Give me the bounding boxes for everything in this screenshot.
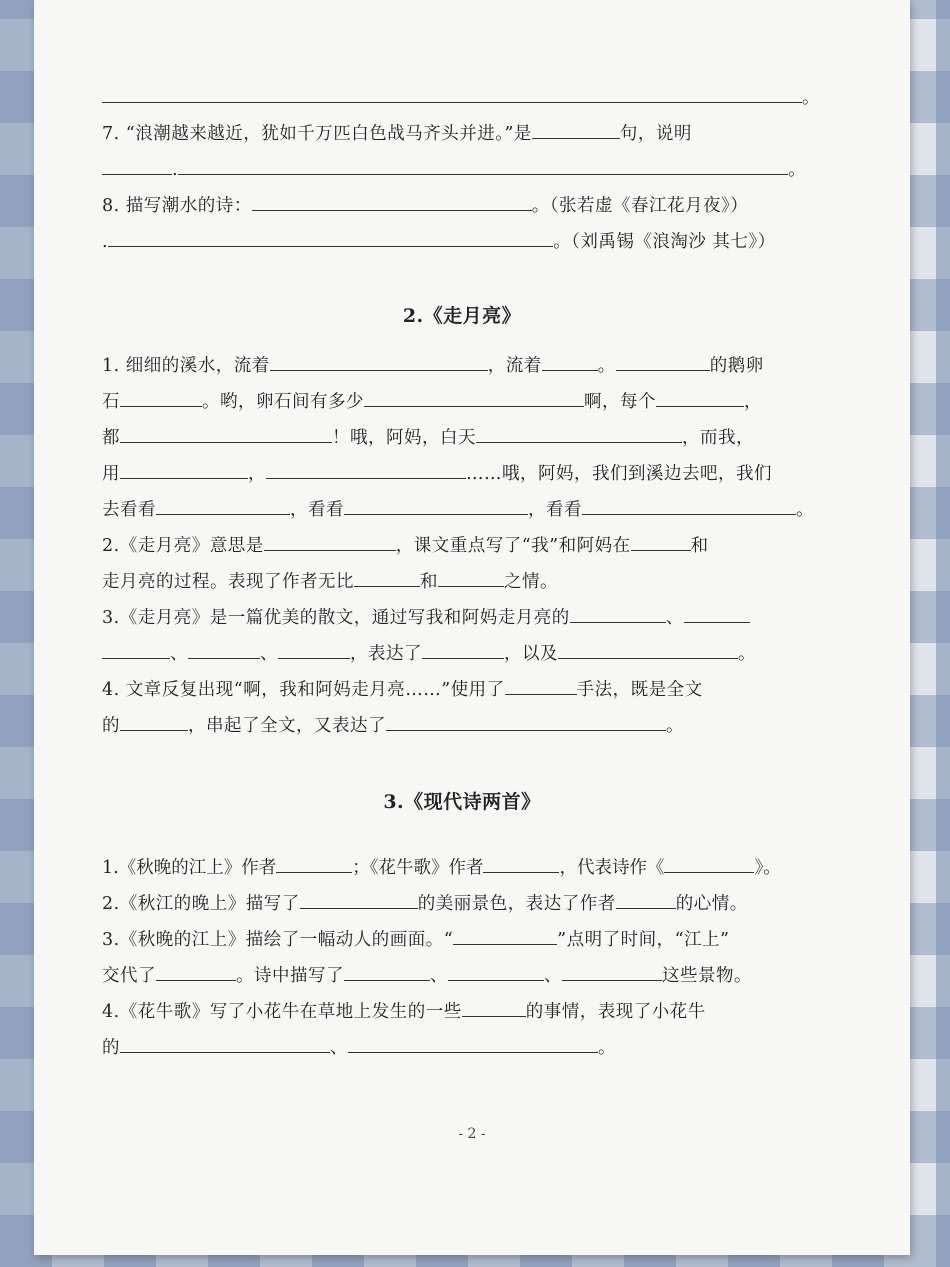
question-text: 之情。 bbox=[504, 572, 558, 592]
fill-blank[interactable] bbox=[156, 494, 290, 515]
question-text: 的 bbox=[102, 1038, 120, 1058]
question-text: ，看看 bbox=[528, 500, 582, 520]
page-number: - 2 - bbox=[458, 1126, 486, 1142]
question-text: 1. 细细的溪水，流着 bbox=[102, 356, 270, 376]
fill-blank[interactable] bbox=[664, 852, 754, 873]
fill-blank[interactable] bbox=[108, 226, 553, 247]
question-text: 1.《秋晚的江上》作者 bbox=[102, 858, 277, 878]
question-text: 这些景物。 bbox=[662, 966, 752, 986]
s2-q1-line-1 bbox=[102, 348, 822, 384]
question-text: 的事情，表现了小花牛 bbox=[525, 1002, 706, 1022]
question-text: 的 bbox=[102, 716, 120, 736]
question-text: 4.《花牛歌》写了小花牛在草地上发生的一些 bbox=[102, 1002, 462, 1022]
question-text: 。 bbox=[796, 500, 814, 520]
fill-blank[interactable] bbox=[438, 566, 504, 587]
question-7-line-1 bbox=[102, 116, 822, 152]
question-text: 。诗中描写了 bbox=[236, 966, 344, 986]
fill-blank[interactable] bbox=[562, 960, 662, 981]
question-text: ，以及 bbox=[504, 644, 558, 664]
question-text: 石 bbox=[102, 392, 120, 412]
poem-source-2: 。（刘禹锡《浪淘沙 其七》） bbox=[553, 232, 776, 252]
question-text: 、 bbox=[330, 1038, 348, 1058]
poem-source-1: 。（张若虚《春江花月夜》） bbox=[531, 196, 749, 216]
question-text: ，串起了全文，又表达了 bbox=[188, 716, 386, 736]
fill-blank[interactable] bbox=[120, 1032, 330, 1053]
question-text: ……哦，阿妈，我们到溪边去吧，我们 bbox=[466, 464, 772, 484]
fill-blank[interactable] bbox=[542, 350, 598, 371]
answer-line-continuation bbox=[102, 80, 822, 116]
punctuation: . bbox=[102, 232, 109, 252]
fill-blank[interactable] bbox=[532, 118, 620, 139]
fill-blank[interactable] bbox=[422, 638, 504, 659]
question-text: 》。 bbox=[754, 858, 781, 878]
question-text: 、 bbox=[430, 966, 448, 986]
question-8-line-1 bbox=[102, 188, 822, 224]
section-3-title: 3.《现代诗两首》 bbox=[383, 791, 541, 813]
fill-blank[interactable] bbox=[156, 960, 236, 981]
fill-blank[interactable] bbox=[483, 852, 559, 873]
question-text: ，代表诗作《 bbox=[559, 858, 665, 878]
fill-blank[interactable] bbox=[505, 674, 577, 695]
fill-blank[interactable] bbox=[120, 458, 248, 479]
punctuation: 。 bbox=[788, 160, 807, 180]
question-text: ， bbox=[744, 392, 762, 412]
question-8-line-2 bbox=[102, 224, 822, 260]
question-7-text: 7. “浪潮越来越近，犹如千万匹白色战马齐头并进。”是 bbox=[102, 124, 532, 144]
question-text: 2.《走月亮》意思是 bbox=[102, 536, 264, 556]
fill-blank[interactable] bbox=[278, 638, 350, 659]
fill-blank[interactable] bbox=[120, 386, 202, 407]
question-text: 去看看 bbox=[102, 500, 156, 520]
fill-blank[interactable] bbox=[120, 422, 332, 443]
question-text: 3.《走月亮》是一篇优美的散文，通过写我和阿妈走月亮的 bbox=[102, 608, 570, 628]
fill-blank[interactable] bbox=[616, 888, 676, 909]
question-text: ，课文重点写了“我”和阿妈在 bbox=[395, 536, 631, 556]
fill-blank[interactable] bbox=[348, 1032, 598, 1053]
question-text: ，看看 bbox=[290, 500, 344, 520]
fill-blank[interactable] bbox=[386, 710, 666, 731]
fill-blank[interactable] bbox=[616, 350, 710, 371]
question-text: ”点明了时间，“江上” bbox=[557, 930, 730, 950]
s2-q4-line-2 bbox=[102, 708, 822, 744]
question-text: ，表达了 bbox=[350, 644, 422, 664]
s3-q4-line-1 bbox=[102, 994, 822, 1030]
fill-blank[interactable] bbox=[656, 386, 744, 407]
question-text: 4. 文章反复出现“啊，我和阿妈走月亮……”使用了 bbox=[102, 680, 505, 700]
question-text: 、 bbox=[260, 644, 278, 664]
question-text: 和 bbox=[420, 572, 438, 592]
s2-q3-line-2 bbox=[102, 636, 822, 672]
question-text: 。哟，卵石间有多少 bbox=[202, 392, 364, 412]
s2-q4-line-1 bbox=[102, 672, 822, 708]
s2-q1-line-5 bbox=[102, 492, 822, 528]
question-text: 交代了 bbox=[102, 966, 156, 986]
question-text: 和 bbox=[690, 536, 709, 556]
question-text: 用 bbox=[102, 464, 120, 484]
question-text: 的心情。 bbox=[675, 894, 748, 914]
question-text: 手法，既是全文 bbox=[576, 680, 703, 700]
s2-q2-line-2 bbox=[102, 564, 822, 600]
question-text: 、 bbox=[544, 966, 562, 986]
s2-q3-line-1 bbox=[102, 600, 822, 636]
punctuation: 。 bbox=[802, 88, 820, 108]
question-7-text: 句，说明 bbox=[619, 124, 692, 144]
fill-blank[interactable] bbox=[344, 494, 528, 515]
fill-blank[interactable] bbox=[684, 602, 750, 623]
fill-blank[interactable] bbox=[476, 422, 682, 443]
fill-blank[interactable] bbox=[120, 710, 188, 731]
fill-blank[interactable] bbox=[462, 996, 526, 1017]
fill-blank[interactable] bbox=[102, 638, 170, 659]
fill-blank[interactable] bbox=[188, 638, 260, 659]
s2-q1-line-2 bbox=[102, 384, 822, 420]
fill-blank[interactable] bbox=[582, 494, 796, 515]
question-text: 都 bbox=[102, 428, 120, 448]
fill-blank[interactable] bbox=[344, 960, 430, 981]
section-2-title: 2.《走月亮》 bbox=[402, 305, 522, 327]
question-text: 3.《秋晚的江上》描绘了一幅动人的画面。“ bbox=[102, 930, 454, 950]
question-text: 2.《秋江的晚上》描写了 bbox=[102, 894, 300, 914]
question-7-line-2 bbox=[102, 152, 822, 188]
question-text: ，流着 bbox=[487, 356, 542, 376]
fill-blank[interactable] bbox=[364, 386, 584, 407]
question-text: ；《花牛歌》作者 bbox=[352, 858, 484, 878]
question-text: 。 bbox=[666, 716, 684, 736]
fill-blank[interactable] bbox=[558, 638, 738, 659]
question-text: ，而我， bbox=[682, 428, 754, 448]
fill-blank[interactable] bbox=[354, 566, 420, 587]
s2-q1-line-4 bbox=[102, 456, 822, 492]
question-text: 的鹅卵 bbox=[709, 356, 764, 376]
s3-q4-line-2 bbox=[102, 1030, 822, 1066]
s3-q3-line-2 bbox=[102, 958, 822, 994]
s2-q1-line-3 bbox=[102, 420, 822, 456]
fill-blank[interactable] bbox=[570, 602, 666, 623]
fill-blank[interactable] bbox=[102, 154, 172, 175]
question-text: 。 bbox=[738, 644, 756, 664]
fill-blank[interactable] bbox=[276, 852, 352, 873]
question-text: 。 bbox=[598, 1038, 616, 1058]
question-text: ， bbox=[248, 464, 266, 484]
fill-blank[interactable] bbox=[453, 924, 557, 945]
fill-blank[interactable] bbox=[252, 190, 532, 211]
fill-blank[interactable] bbox=[266, 458, 466, 479]
fill-blank[interactable] bbox=[178, 154, 788, 175]
fill-blank[interactable] bbox=[264, 530, 396, 551]
question-text: 、 bbox=[170, 644, 188, 664]
question-text: 走月亮的过程。表现了作者无比 bbox=[102, 572, 354, 592]
s3-q2-line bbox=[102, 886, 822, 922]
question-text: 啊，每个 bbox=[584, 392, 656, 412]
s3-q3-line-1 bbox=[102, 922, 822, 958]
fill-blank[interactable] bbox=[631, 530, 691, 551]
punctuation: . bbox=[172, 160, 179, 180]
worksheet-page bbox=[34, 0, 910, 1255]
fill-blank[interactable] bbox=[300, 888, 418, 909]
question-text: 、 bbox=[665, 608, 684, 628]
fill-blank[interactable] bbox=[102, 82, 802, 103]
worksheet-content bbox=[102, 80, 822, 1066]
fill-blank[interactable] bbox=[448, 960, 544, 981]
s2-q2-line-1 bbox=[102, 528, 822, 564]
s3-q1-line bbox=[102, 850, 822, 886]
question-8-text: 8. 描写潮水的诗： bbox=[102, 196, 252, 216]
question-text: 。 bbox=[597, 356, 616, 376]
fill-blank[interactable] bbox=[270, 350, 488, 371]
question-text: ！哦，阿妈，白天 bbox=[332, 428, 476, 448]
question-text: 的美丽景色，表达了作者 bbox=[417, 894, 616, 914]
